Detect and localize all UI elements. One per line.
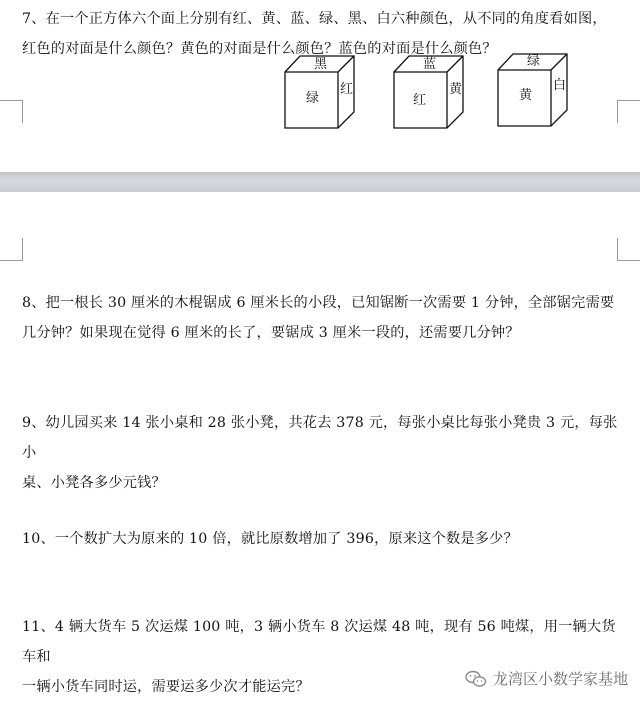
page-corner-mark (0, 238, 23, 261)
cube-2 (393, 54, 473, 134)
question-8 (22, 288, 622, 348)
cube-1-top-label: 黑 (314, 57, 328, 72)
watermark-text: 龙湾区小数学家基地 (492, 670, 628, 688)
cube-3 (497, 52, 577, 132)
question-7-line-2: 红色的对面是什么颜色？黄色的对面是什么颜色？蓝色的对面是什么颜色？ (22, 41, 497, 57)
question-11-line-1: 11、4 辆大货车 5 次运煤 100 吨，3 辆小货车 8 次运煤 48 吨，现有 56 吨煤，用一辆大货车和 (22, 619, 616, 665)
cube-3-top-label: 绿 (527, 54, 541, 69)
question-7-line-1: 7、在一个正方体六个面上分别有红、黄、蓝、绿、黑、白六种颜色，从不同的角度看如图， (22, 11, 607, 27)
wechat-icon (465, 670, 487, 688)
cube-1 (284, 54, 364, 134)
watermark (465, 668, 628, 689)
question-9 (22, 408, 622, 498)
page-top (0, 0, 640, 172)
cube-2-front-label: 红 (413, 93, 427, 108)
question-10 (22, 524, 622, 554)
cube-3-side-label: 白 (553, 78, 567, 93)
question-8-line-2: 几分钟？如果现在觉得 6 厘米的长了，要锯成 3 厘米一段的，还需要几分钟？ (22, 325, 520, 341)
question-8-line-1: 8、把一根长 30 厘米的木棍锯成 6 厘米长的小段，已知锯断一次需要 1 分钟，全部锯完需要 (22, 295, 615, 311)
cube-3-front-label: 黄 (519, 88, 533, 103)
page-corner-mark (0, 100, 23, 123)
question-10-line-1: 10、一个数扩大为原来的 10 倍，就比原数增加了 396，原来这个数是多少？ (22, 531, 518, 547)
page-corner-mark (617, 100, 640, 123)
page-bottom (0, 192, 640, 703)
page-separator (0, 172, 640, 192)
cube-2-top-label: 蓝 (423, 57, 437, 72)
question-9-line-2: 桌、小凳各多少元钱？ (22, 475, 166, 491)
question-9-line-1: 9、幼儿园买来 14 张小桌和 28 张小凳，共花去 378 元，每张小桌比每张小凳贵 3 元，每张小 (22, 415, 618, 461)
page-corner-mark (617, 238, 640, 261)
cube-1-side-label: 红 (340, 82, 354, 97)
cube-1-front-label: 绿 (306, 91, 320, 106)
cube-2-side-label: 黄 (449, 82, 463, 97)
question-11-line-2: 一辆小货车同时运，需要运多少次才能运完？ (22, 679, 310, 695)
